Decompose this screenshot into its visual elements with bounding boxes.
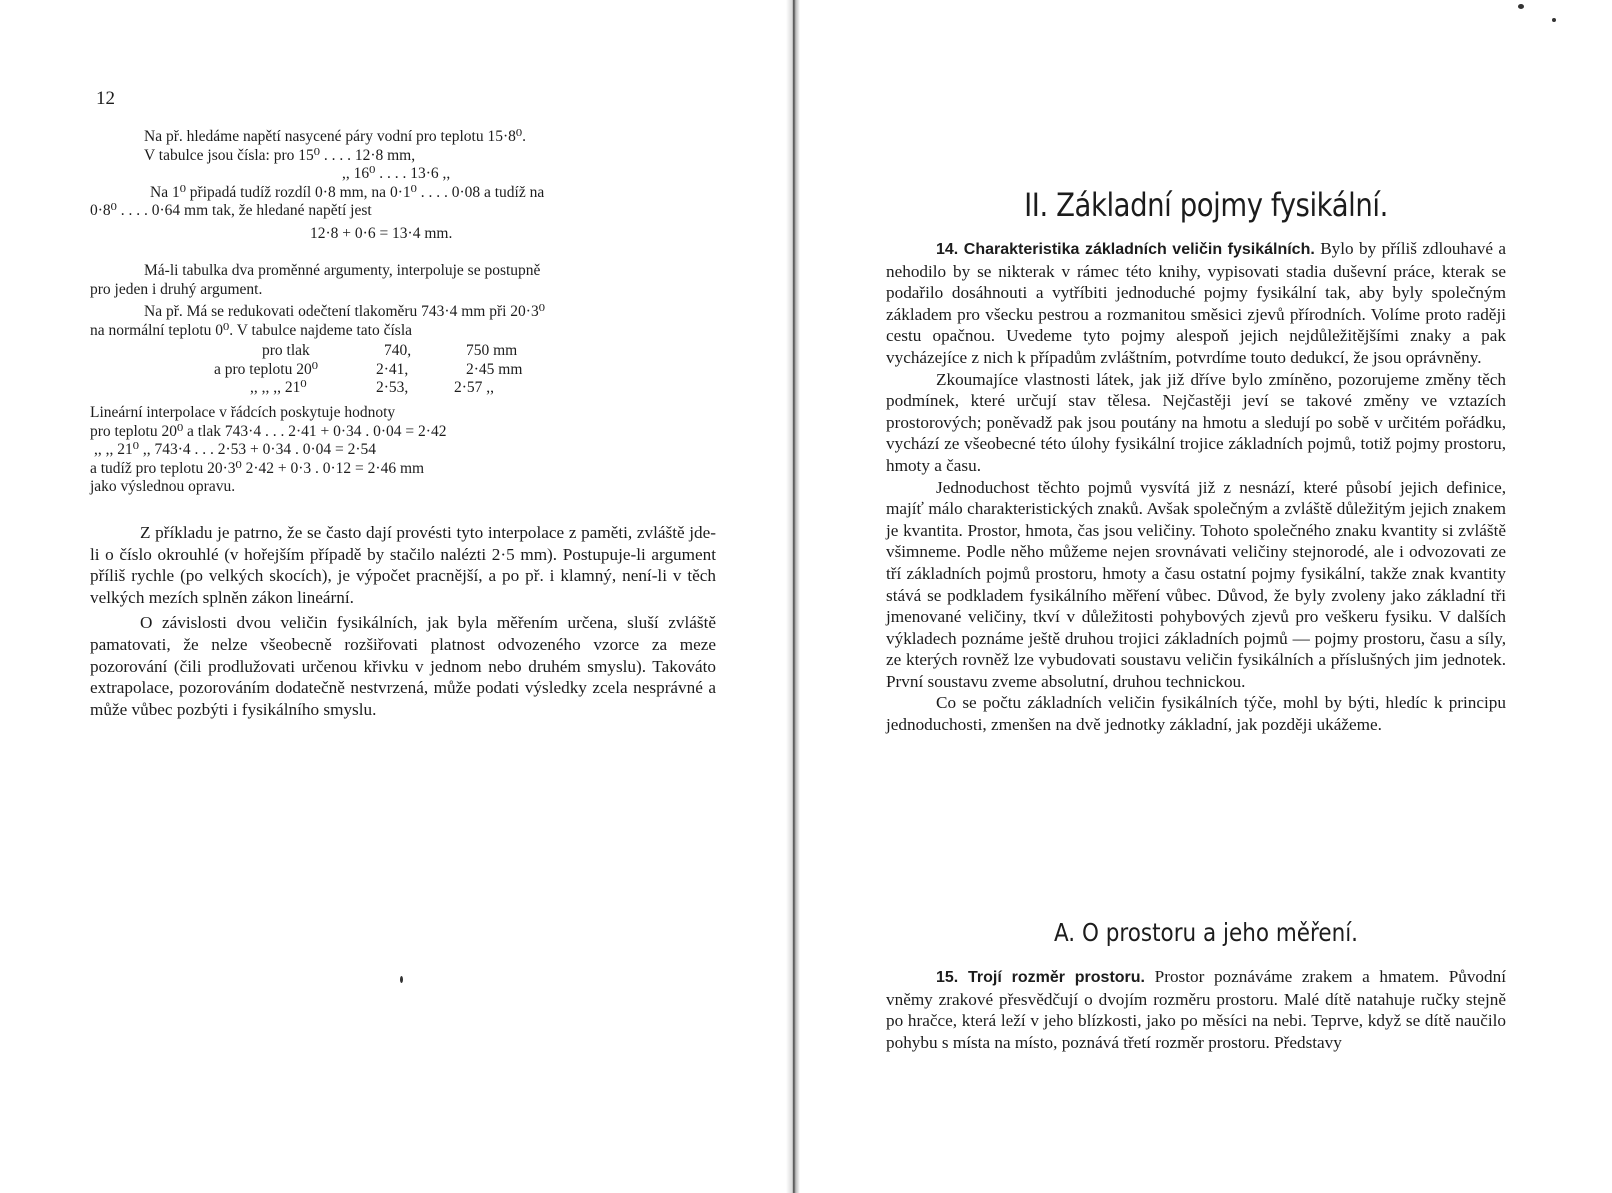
text-line: Na 1⁰ připadá tudíž rozdíl 0·8 mm, na 0·1⁰ . . . . 0·08 a tudíž na (150, 183, 545, 201)
table-cell: pro tlak (262, 342, 310, 359)
table-cell: 2·53, (376, 379, 409, 396)
paragraph (886, 966, 1506, 1053)
example-1 (90, 128, 718, 243)
table-cell: 750 mm (466, 342, 518, 359)
paragraph (886, 238, 1506, 369)
text-line: Má-li tabulka dva proměnné argumenty, interpoluje se postupně (144, 262, 541, 279)
text-line: na normální teplotu 0⁰. V tabulce najdeme tato čísla (90, 321, 413, 339)
text-line: 0·8⁰ . . . . 0·64 mm tak, že hledané napětí jest (90, 202, 372, 219)
table-cell: 2·57 ,, (454, 379, 495, 396)
paragraph: Co se počtu základních veličin fysikálních týče, mohl by býti, hledíc k principu jednoduchosti, zmenšen na dvě jednotky základní, jak později ukážeme. (886, 693, 1506, 735)
example-2 (90, 262, 718, 340)
body-paragraphs (90, 522, 716, 720)
text-line: ,, 16⁰ . . . . 13·6 ,, (342, 165, 451, 182)
text-line: jako výslednou opravu. (90, 478, 236, 495)
table-cell: ,, ,, ,, 21⁰ (250, 379, 307, 396)
text-line: Na př. hledáme napětí nasycené páry vodní pro teplotu 15·8⁰. (144, 128, 526, 145)
text-line: a tudíž pro teplotu 20·3⁰ 2·42 + 0·3 . 0·12 = 2·46 mm (90, 459, 425, 477)
right-page (800, 0, 1612, 1193)
text-line: ,, ,, 21⁰ ,, 743·4 . . . 2·53 + 0·34 . 0·04 = 2·54 (94, 441, 377, 458)
text-line: V tabulce jsou čísla: pro 15⁰ . . . . 12·8 mm, (144, 146, 416, 164)
paragraph: Jednoduchost těchto pojmů vysvítá již z nesnází, které působí jejich definice, majíť málo charakteristických znaků. Avšak společným a zvláště důležitým jejich znakem je kvantita. Prostor, hmota, čas jsou veličiny. Tohoto společného znaku kvantity si zvláště všimneme. Podle něho můžeme nejen srovnávati veličiny stejnorodé, ale i odvozovati ze tří základních pojmů prostoru, hmoty a času ostatní pojmy fysikální, takže znak kvantity stává se podkladem fysikálního měření vůbec. Důvod, že byly zvoleny jako základní tři jmenované veličiny, tkví v důležitosti pohybových zjevů pro veškeru fysiku. V dalších výkladech poznáme ještě druhou trojici základních pojmů — pojmy prostoru, času a síly, ze kterých rovněž lze vybudovati soustavu veličin fysikálních a příslušných jim jednotek. První soustavu zveme absolutní, druhou technickou. (886, 477, 1506, 691)
table-cell: 2·41, (376, 360, 409, 378)
paragraph: Z příkladu je patrno, že se často dají provésti tyto interpolace z paměti, zvláště jde-li o číslo okrouhlé (v hořejším případě by stačilo nalézti 2·5 mm). Postupuje-li argument příliš rychle (po velkých skocích), je výpočet pracnější, a po př. i klamný, není-li v těch velkých mezích splněn zákon lineární. (90, 523, 716, 607)
text-line: pro teplotu 20⁰ a tlak 743·4 . . . 2·41 + 0·34 . 0·04 = 2·42 (90, 422, 447, 440)
lookup-table (90, 342, 718, 398)
paragraph-text: Prostor poznáváme zrakem a hmatem. Původní vněmy zrakové přesvědčují o dvojím rozměru prostoru. Malé dítě natahuje ručky stejně po hračce, která leží v jeho blízkosti, jako po měsíci na nebi. Teprve, když se dítě naučilo pohybu s místa na místo, poznává třetí rozměr prostoru. Představy (886, 967, 1506, 1052)
section-15 (886, 966, 1506, 1053)
left-page (0, 0, 790, 1193)
section-heading: 14. Charakteristika základních veličin fysikálních. (936, 241, 1315, 258)
table-cell: 2·45 mm (466, 360, 523, 378)
section-heading: 15. Trojí rozměr prostoru. (936, 969, 1145, 986)
table-row (90, 342, 718, 361)
interpolation-block (90, 404, 718, 497)
paragraph-text: Bylo by příliš zdlouhavé a nehodilo by se nikterak v rámec této knihy, vypisovati stadia duševní práce, kterak se podařilo dosáhnouti a vytříbiti jednoduché pojmy fysikální tak, aby byly společným základem pro všecku pestrou a rozmanitou směsici zjevů přírodních. Volíme proto raději cestu opačnou. Uvedeme tyto pojmy alespoň jejich nejdůležitějšími znaky a pak vycházejíce z nich k případům zvláštním, potvrdíme touto dedukcí, že jsou oprávněny. (886, 239, 1506, 367)
book-gutter (786, 0, 800, 1193)
table-cell: a pro teplotu 20⁰ (214, 360, 318, 378)
text-line: pro jeden i druhý argument. (90, 280, 263, 298)
section-title: A. O prostoru a jeho měření. (1053, 918, 1359, 947)
section-14 (886, 238, 1506, 736)
text-line: Na př. Má se redukovati odečtení tlakoměru 743·4 mm při 20·3⁰ (144, 303, 545, 320)
table-row (90, 361, 718, 380)
formula: 12·8 + 0·6 = 13·4 mm. (310, 224, 453, 242)
ink-speck (400, 976, 403, 983)
paragraph: O závislosti dvou veličin fysikálních, jak byla měřením určena, sluší zvláště pamatovati, že nelze všeobecně rozšiřovati platnost odvozeného vzorce za meze pozorování (čili prodlužovati určenou křivku v jednom nebo druhém smyslu). Takováto extrapolace, pozorováním dodatečně nestvrzená, může podati výsledky zcela nesprávné a může vůbec pozbýti i fysikálního smyslu. (90, 613, 716, 719)
text-line: Lineární interpolace v řádcích poskytuje hodnoty (90, 404, 396, 421)
table-cell: 740, (384, 342, 412, 359)
paragraph: Zkoumajíce vlastnosti látek, jak již dříve bylo zmíněno, pozorujeme změny těch podmínek, které určují stav tělesa. Nejčastěji jeví se takové změny ve vztazích prostorových; poněvadž pak jsou poutány na hmotu a sledují po sobě v určitém pořádku, vychází ze všeobecné této úlohy fysikální trojice základních pojmů, totiž pojmy prostoru, hmoty a času. (886, 369, 1506, 475)
chapter-title: II. Základní pojmy fysikální. (1024, 186, 1388, 224)
table-row (90, 379, 718, 398)
ink-speck (1518, 4, 1524, 9)
page-number: 12 (96, 88, 115, 109)
ink-speck (1552, 18, 1556, 22)
